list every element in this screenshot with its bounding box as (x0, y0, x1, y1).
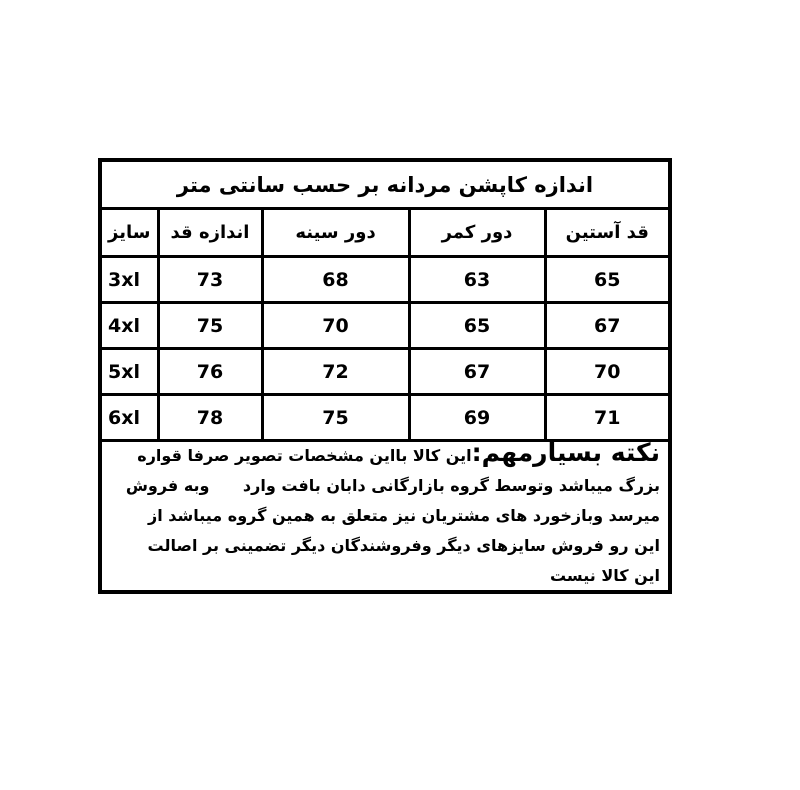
important-note (102, 434, 668, 592)
size-chart (98, 158, 672, 594)
chart-title: اندازه کاپشن مردانه بر حسب سانتی متر (102, 162, 668, 210)
waist-cell: 65 (409, 303, 545, 349)
header-waist: دور کمر (409, 210, 545, 257)
note-lead: نکته بسیارمهم: (471, 438, 660, 467)
table-row (102, 349, 668, 395)
table-row (102, 257, 668, 303)
waist-cell: 69 (409, 395, 545, 441)
chest-cell: 75 (262, 395, 409, 441)
table-row (102, 303, 668, 349)
header-chest: دور سینه (262, 210, 409, 257)
waist-cell: 63 (409, 257, 545, 303)
size-cell: 6xl (102, 395, 158, 441)
sleeve-cell: 65 (545, 257, 668, 303)
table-header-row (102, 210, 668, 257)
note-line-2: بزرگ میباشد وتوسط گروه بازارگانی دابان بافت وارد وبه فروش (125, 476, 660, 495)
size-cell: 3xl (102, 257, 158, 303)
header-size: سایز (102, 210, 158, 257)
sleeve-cell: 67 (545, 303, 668, 349)
size-cell: 5xl (102, 349, 158, 395)
note-line-1-text: این کالا بااین مشخصات تصویر صرفا قواره (137, 446, 472, 465)
header-sleeve: قد آستین (545, 210, 668, 257)
chest-cell: 68 (262, 257, 409, 303)
note-line-4: این رو فروش سایزهای دیگر وفروشندگان دیگر تضمینی بر اصالت (147, 536, 660, 555)
length-cell: 78 (158, 395, 262, 441)
sleeve-cell: 71 (545, 395, 668, 441)
note-line-3: میرسد وبازخورد های مشتریان نیز متعلق به همین گروه میباشد از (147, 506, 660, 525)
chest-cell: 72 (262, 349, 409, 395)
length-cell: 76 (158, 349, 262, 395)
size-table (102, 210, 668, 442)
note-line-5: این کالا نیست (549, 566, 660, 585)
waist-cell: 67 (409, 349, 545, 395)
chest-cell: 70 (262, 303, 409, 349)
sleeve-cell: 70 (545, 349, 668, 395)
length-cell: 75 (158, 303, 262, 349)
size-cell: 4xl (102, 303, 158, 349)
header-length: اندازه قد (158, 210, 262, 257)
note-line-1 (108, 438, 660, 471)
length-cell: 73 (158, 257, 262, 303)
